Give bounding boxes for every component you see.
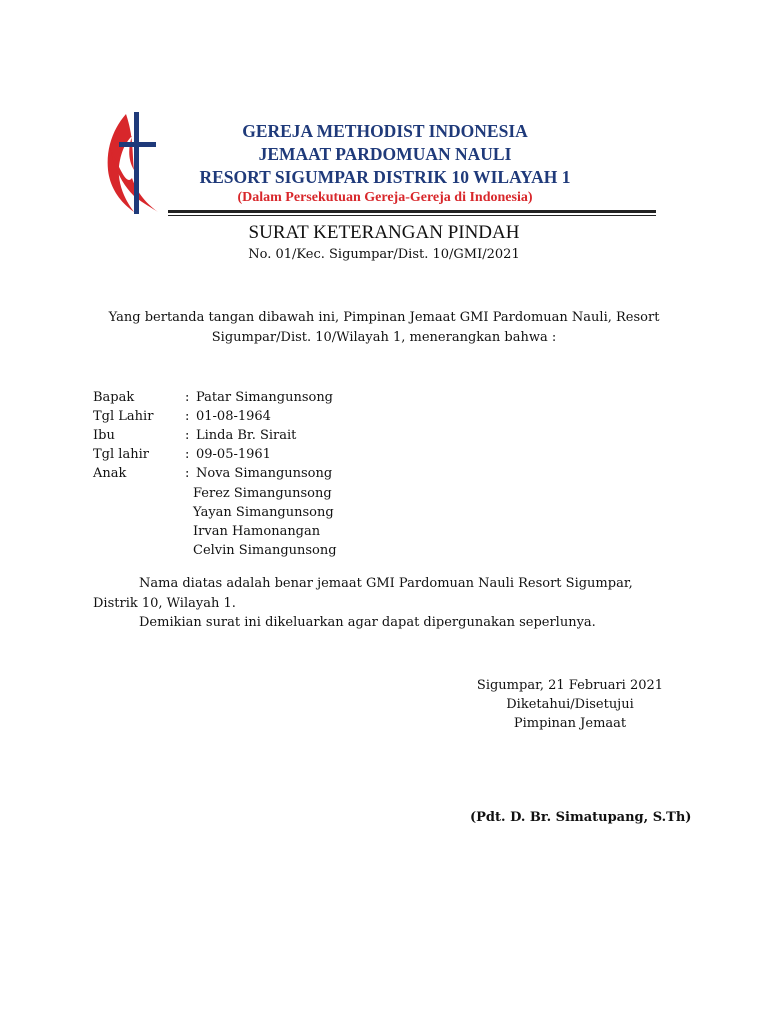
- detail-separator: :: [185, 466, 190, 481]
- document-title: SURAT KETERANGAN PINDAH: [248, 222, 520, 243]
- fellowship-note: (Dalam Persekutuan Gereja-Gereja di Indonesia): [237, 190, 533, 205]
- body-line-2: Distrik 10, Wilayah 1.: [93, 596, 236, 611]
- detail-separator: :: [185, 409, 190, 424]
- signatory-name: (Pdt. D. Br. Simatupang, S.Th): [470, 810, 692, 825]
- child-name: Yayan Simangunsong: [193, 505, 334, 520]
- church-logo: [104, 108, 160, 218]
- child-name: Ferez Simangunsong: [193, 486, 332, 501]
- signature-role: Pimpinan Jemaat: [513, 716, 627, 731]
- header-divider: [168, 210, 656, 213]
- detail-label: Tgl Lahir: [93, 409, 154, 424]
- detail-separator: :: [185, 428, 190, 443]
- child-name: Irvan Hamonangan: [193, 524, 321, 539]
- detail-label: Bapak: [93, 390, 135, 405]
- detail-value: Patar Simangunsong: [196, 390, 334, 405]
- cross-and-flame-icon: [104, 108, 160, 218]
- body-line-1: Nama diatas adalah benar jemaat GMI Pardomuan Nauli Resort Sigumpar,: [139, 576, 633, 591]
- header-divider-thin: [168, 215, 656, 216]
- resort-district: RESORT SIGUMPAR DISTRIK 10 WILAYAH 1: [199, 167, 571, 187]
- detail-value: Nova Simangunsong: [196, 466, 333, 481]
- detail-label: Tgl lahir: [93, 447, 149, 462]
- detail-label: Ibu: [93, 428, 115, 443]
- signature-place-date: Sigumpar, 21 Februari 2021: [476, 678, 664, 693]
- detail-value: Linda Br. Sirait: [196, 428, 297, 443]
- church-name: GEREJA METHODIST INDONESIA: [242, 121, 528, 141]
- child-name: Celvin Simangunsong: [193, 543, 337, 558]
- detail-separator: :: [185, 390, 190, 405]
- detail-value: 09-05-1961: [196, 447, 271, 462]
- detail-separator: :: [185, 447, 190, 462]
- detail-label: Anak: [93, 466, 127, 481]
- congregation-name: JEMAAT PARDOMUAN NAULI: [258, 144, 512, 164]
- intro-line-2: Sigumpar/Dist. 10/Wilayah 1, menerangkan bahwa :: [211, 330, 557, 345]
- signature-approval: Diketahui/Disetujui: [506, 697, 634, 712]
- intro-line-1: Yang bertanda tangan dibawah ini, Pimpinan Jemaat GMI Pardomuan Nauli, Resort: [108, 310, 660, 325]
- detail-value: 01-08-1964: [196, 409, 271, 424]
- body-line-3: Demikian surat ini dikeluarkan agar dapat dipergunakan seperlunya.: [139, 615, 596, 630]
- document-number: No. 01/Kec. Sigumpar/Dist. 10/GMI/2021: [248, 247, 520, 262]
